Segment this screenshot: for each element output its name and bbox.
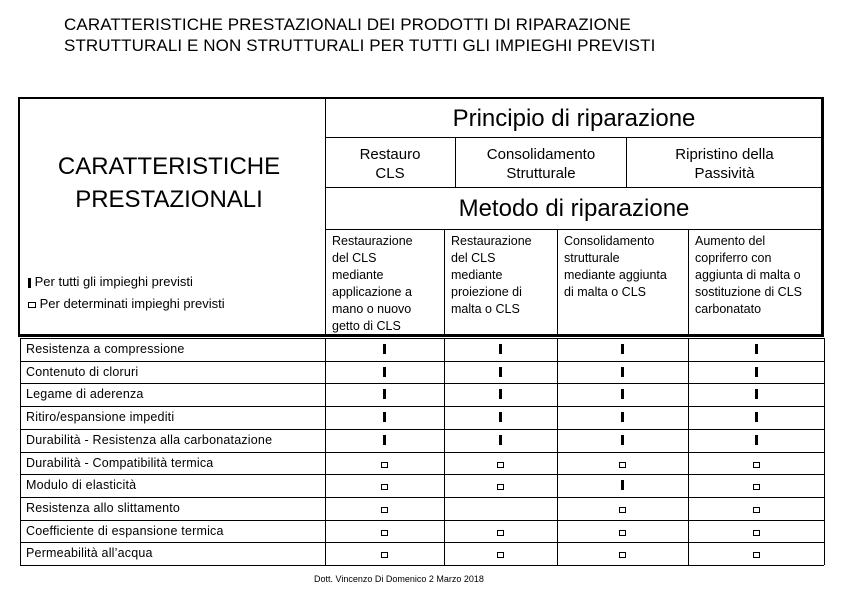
table-row-line [20, 429, 824, 430]
empty-mark-icon [619, 552, 626, 558]
table-row-label: Durabilità - Resistenza alla carbonatazione [26, 432, 273, 447]
empty-mark-icon [497, 530, 504, 536]
table-row-line [20, 406, 824, 407]
empty-mark-icon [28, 302, 36, 308]
characteristics-heading: CARATTERISTICHE PRESTAZIONALI [57, 153, 281, 213]
principio-consolidamento: Consolidamento Strutturale [486, 146, 596, 182]
empty-mark-icon [619, 462, 626, 468]
table-row-line [20, 565, 824, 566]
metodo-4: Aumento del copriferro con aggiunta di malta o sostituzione di CLS carbonatato [695, 234, 803, 316]
full-mark-icon [499, 367, 502, 377]
empty-mark-icon [381, 507, 388, 513]
full-mark-icon [499, 389, 502, 399]
page-title-line2: STRUTTURALI E NON STRUTTURALI PER TUTTI GLI IMPIEGHI PREVISTI [64, 36, 656, 55]
full-mark-icon [383, 389, 386, 399]
metodo-title: Metodo di riparazione [458, 195, 690, 222]
table-row-line [20, 542, 824, 543]
table-row-line [20, 520, 824, 521]
table-row-label: Ritiro/espansione impediti [26, 410, 175, 425]
table-row-label: Coefficiente di espansione termica [26, 523, 224, 538]
full-mark-icon [383, 367, 386, 377]
legend-empty: Per determinati impieghi previsti [28, 296, 225, 311]
metodo-1: Restaurazione del CLS mediante applicazione a mano o nuovo getto di CLS [332, 234, 413, 333]
full-mark-icon [755, 412, 758, 422]
empty-mark-icon [753, 552, 760, 558]
full-mark-icon [28, 278, 31, 288]
full-mark-icon [383, 435, 386, 445]
full-mark-icon [621, 344, 624, 354]
empty-mark-icon [497, 484, 504, 490]
principio-restauro: Restauro CLS [359, 146, 421, 182]
full-mark-icon [621, 412, 624, 422]
table-row-label: Resistenza allo slittamento [26, 500, 181, 515]
full-mark-icon [499, 344, 502, 354]
table-row-label: Legame di aderenza [26, 387, 144, 402]
empty-mark-icon [497, 552, 504, 558]
legend-full: Per tutti gli impieghi previsti [28, 274, 193, 289]
metodo-3: Consolidamento strutturale mediante aggiunta di malta o CLS [564, 234, 667, 299]
empty-mark-icon [753, 507, 760, 513]
full-mark-icon [621, 367, 624, 377]
empty-mark-icon [381, 530, 388, 536]
full-mark-icon [499, 435, 502, 445]
full-mark-icon [621, 435, 624, 445]
full-mark-icon [755, 389, 758, 399]
table-row-line [20, 474, 824, 475]
empty-mark-icon [753, 530, 760, 536]
full-mark-icon [755, 435, 758, 445]
table-row-line [20, 497, 824, 498]
table-row-line [20, 452, 824, 453]
principio-separator [325, 137, 822, 138]
empty-mark-icon [381, 552, 388, 558]
page-title-line1: CARATTERISTICHE PRESTAZIONALI DEI PRODOTTI DI RIPARAZIONE [64, 15, 631, 34]
full-mark-icon [383, 412, 386, 422]
table-column-line [824, 338, 825, 565]
empty-mark-icon [619, 530, 626, 536]
table-row-label: Permeabilità all’acqua [26, 546, 153, 561]
metodo-divider-2 [557, 229, 558, 337]
principio-title: Principio di riparazione [452, 105, 696, 132]
empty-mark-icon [381, 484, 388, 490]
metodo-separator [325, 229, 822, 230]
empty-mark-icon [497, 462, 504, 468]
footer-credit: Dott. Vincenzo Di Domenico 2 Marzo 2018 [314, 574, 484, 584]
full-mark-icon [499, 412, 502, 422]
full-mark-icon [621, 389, 624, 399]
empty-mark-icon [753, 484, 760, 490]
table-row-label: Modulo di elasticità [26, 478, 137, 493]
table-row-label: Resistenza a compressione [26, 342, 185, 356]
page-title [64, 14, 655, 56]
full-mark-icon [621, 480, 624, 490]
table-row-label: Contenuto di cloruri [26, 364, 139, 379]
principio-bottom-line [325, 187, 822, 188]
metodo-2: Restaurazione del CLS mediante proiezione di malta o CLS [451, 234, 532, 316]
table-row-line [20, 361, 824, 362]
table-row-line [20, 383, 824, 384]
metodo-divider-1 [444, 229, 445, 337]
empty-mark-icon [619, 507, 626, 513]
empty-mark-icon [753, 462, 760, 468]
full-mark-icon [755, 367, 758, 377]
full-mark-icon [755, 344, 758, 354]
metodo-divider-3 [688, 229, 689, 337]
table-top-line [20, 338, 824, 339]
empty-mark-icon [381, 462, 388, 468]
principio-ripristino: Ripristino della Passività [675, 146, 774, 182]
table-row-label: Durabilità - Compatibilità termica [26, 455, 214, 470]
full-mark-icon [383, 344, 386, 354]
